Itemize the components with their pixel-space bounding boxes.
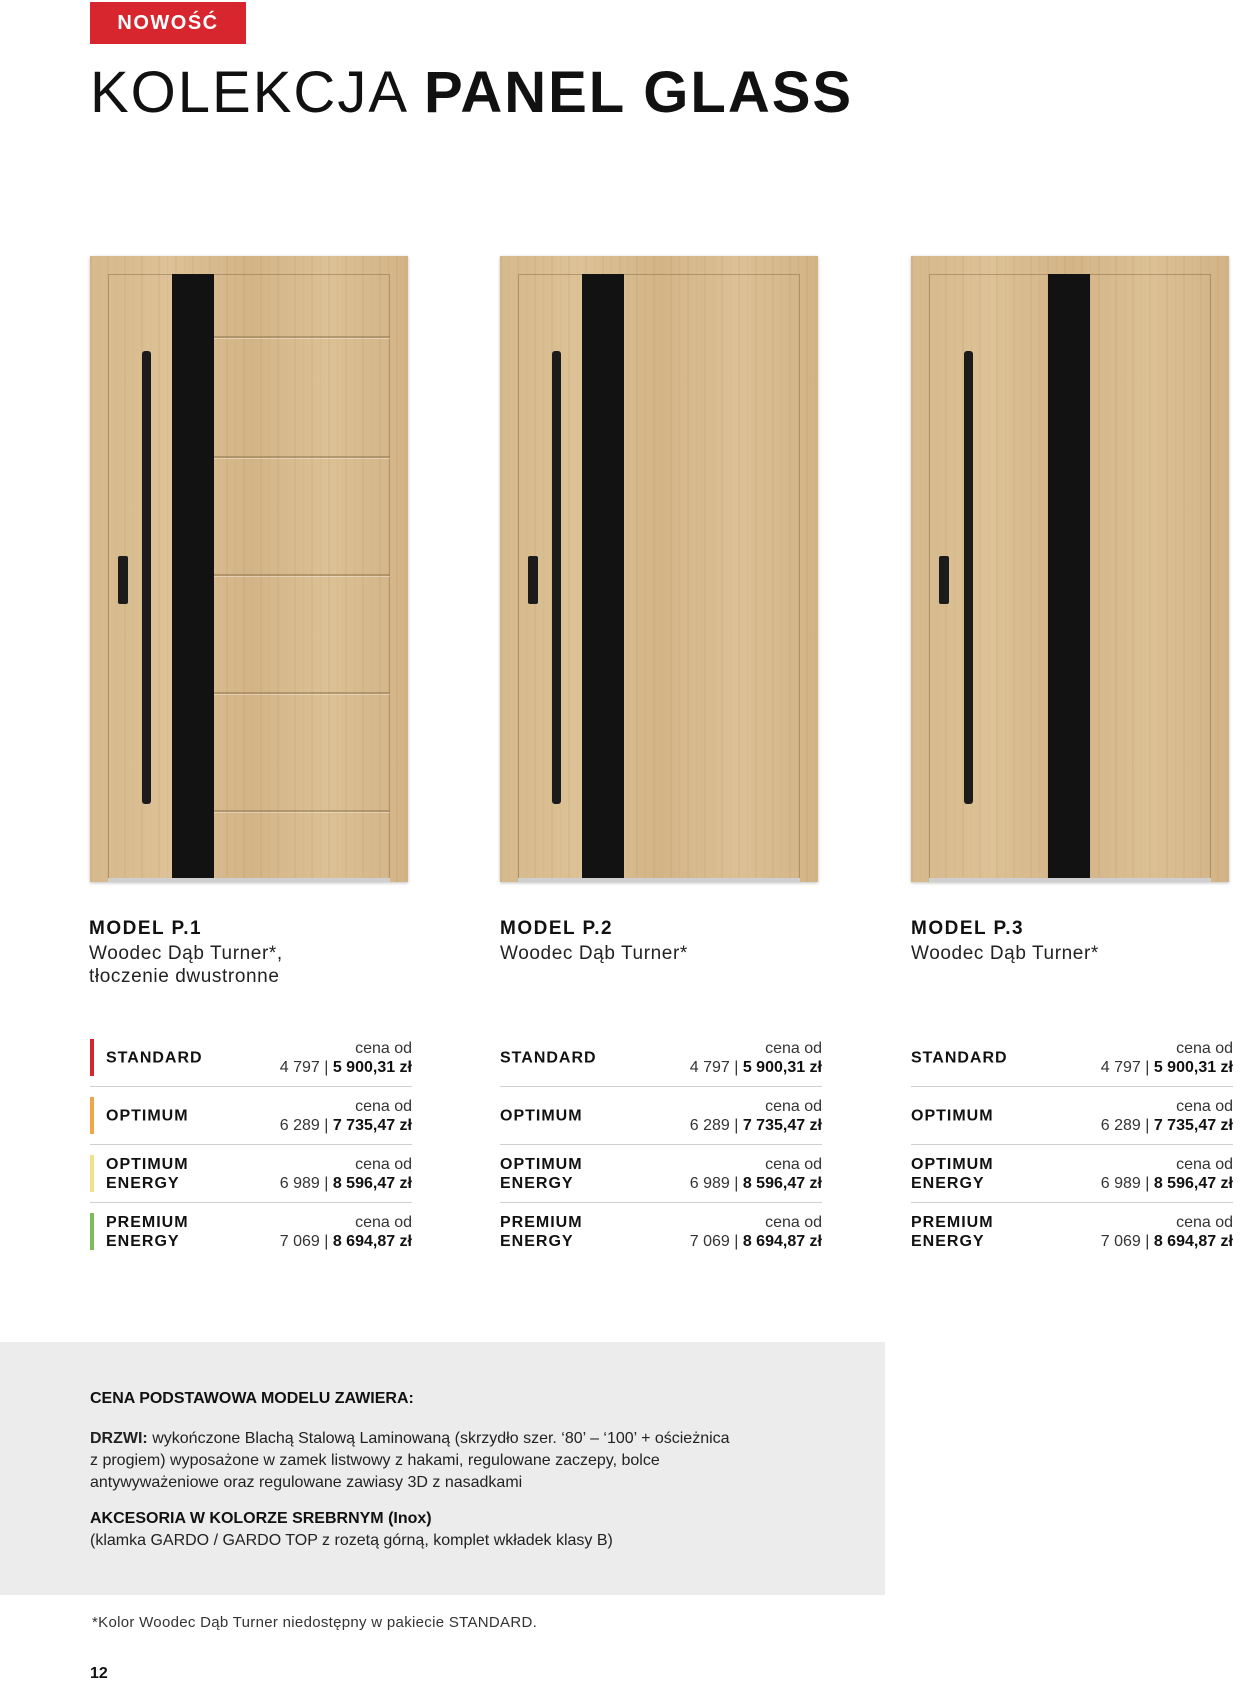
package-name: PREMIUM ENERGY: [500, 1213, 583, 1250]
door-glass-strip: [582, 274, 624, 882]
info-heading: CENA PODSTAWOWA MODELU ZAWIERA:: [90, 1390, 414, 1407]
model-info-p1: [89, 918, 419, 988]
package-name: STANDARD: [106, 1049, 203, 1066]
model-desc-line: Woodec Dąb Turner*: [911, 943, 1099, 964]
model-description: [89, 942, 419, 988]
package-name: PREMIUM ENERGY: [911, 1213, 994, 1250]
price-value: cena od 6 989 | 8 596,47 zł: [689, 1155, 822, 1192]
accessories-title: AKCESORIA W KOLORZE SREBRNYM (Inox): [90, 1510, 432, 1527]
base-price-info-box: [0, 1342, 885, 1595]
doors-text: antywyważeniowe oraz regulowane zawiasy 3D z nasadkami: [90, 1474, 523, 1491]
door-groove: [214, 810, 390, 812]
package-name: OPTIMUM: [911, 1107, 994, 1124]
model-desc-line: Woodec Dąb Turner*,: [89, 943, 283, 964]
package-name: STANDARD: [911, 1049, 1008, 1066]
door-sill: [929, 878, 1211, 882]
price-value: cena od 6 289 | 7 735,47 zł: [279, 1097, 412, 1134]
package-name: OPTIMUM ENERGY: [500, 1155, 583, 1192]
price-row-standard: [911, 1029, 1233, 1087]
page-title: [90, 58, 853, 128]
door-image-p2: [500, 256, 818, 882]
package-color-bar: [90, 1155, 94, 1192]
package-name: OPTIMUM: [106, 1107, 189, 1124]
footnote: *Kolor Woodec Dąb Turner niedostępny w pakiecie STANDARD.: [92, 1614, 538, 1631]
door-groove: [214, 692, 390, 694]
price-table-p1: [90, 1029, 412, 1260]
door-lock: [118, 556, 128, 604]
price-value: cena od 4 797 | 5 900,31 zł: [279, 1039, 412, 1076]
new-badge: NOWOŚĆ: [90, 2, 246, 44]
model-desc-line: tłoczenie dwustronne: [89, 966, 280, 987]
door-image-p1: [90, 256, 408, 882]
package-color-bar: [90, 1213, 94, 1250]
model-name: MODEL P.1: [89, 918, 203, 939]
title-light: KOLEKCJA: [90, 60, 406, 125]
price-row-optimum-energy: [500, 1145, 822, 1203]
price-value: cena od 6 989 | 8 596,47 zł: [279, 1155, 412, 1192]
doors-info: [90, 1428, 810, 1494]
package-name: OPTIMUM: [500, 1107, 583, 1124]
page-number: 12: [90, 1665, 108, 1682]
price-value: cena od 7 069 | 8 694,87 zł: [1100, 1213, 1233, 1250]
package-color-bar: [90, 1097, 94, 1134]
price-value: cena od 6 289 | 7 735,47 zł: [1100, 1097, 1233, 1134]
doors-text: wykończone Blachą Stalową Laminowaną (skrzydło szer. ‘80’ – ‘100’ + ościeżnica: [152, 1430, 730, 1447]
price-value: cena od 4 797 | 5 900,31 zł: [1100, 1039, 1233, 1076]
package-name: STANDARD: [500, 1049, 597, 1066]
door-sill: [518, 878, 800, 882]
door-image-p3: [911, 256, 1229, 882]
doors-label: DRZWI:: [90, 1430, 148, 1447]
door-groove: [214, 456, 390, 458]
price-value: cena od 6 989 | 8 596,47 zł: [1100, 1155, 1233, 1192]
package-color-bar: [90, 1039, 94, 1076]
model-info-p3: [911, 918, 1241, 965]
price-row-premium-energy: [90, 1203, 412, 1260]
price-row-optimum: [500, 1087, 822, 1145]
accessories-text: (klamka GARDO / GARDO TOP z rozetą górną, komplet wkładek klasy B): [90, 1532, 613, 1549]
title-bold: PANEL GLASS: [423, 60, 854, 125]
price-row-standard: [90, 1029, 412, 1087]
price-table-p3: [911, 1029, 1233, 1260]
package-name: OPTIMUM ENERGY: [106, 1155, 189, 1192]
model-name: MODEL P.2: [500, 918, 614, 939]
price-row-optimum-energy: [90, 1145, 412, 1203]
price-value: cena od 6 289 | 7 735,47 zł: [689, 1097, 822, 1134]
door-groove: [214, 574, 390, 576]
door-groove: [214, 336, 390, 338]
model-desc-line: Woodec Dąb Turner*: [500, 943, 688, 964]
door-handle: [142, 351, 151, 804]
door-handle: [552, 351, 561, 804]
door-sill: [108, 878, 390, 882]
package-name: OPTIMUM ENERGY: [911, 1155, 994, 1192]
price-row-optimum-energy: [911, 1145, 1233, 1203]
price-table-p2: [500, 1029, 822, 1260]
door-lock: [528, 556, 538, 604]
price-row-premium-energy: [500, 1203, 822, 1260]
price-row-optimum: [90, 1087, 412, 1145]
model-description: [911, 942, 1241, 965]
door-lock: [939, 556, 949, 604]
price-row-optimum: [911, 1087, 1233, 1145]
price-row-premium-energy: [911, 1203, 1233, 1260]
model-name: MODEL P.3: [911, 918, 1025, 939]
doors-text: z progiem) wyposażone w zamek listwowy z hakami, regulowane zaczepy, bolce: [90, 1452, 660, 1469]
door-glass-strip: [1048, 274, 1090, 882]
package-name: PREMIUM ENERGY: [106, 1213, 189, 1250]
door-handle: [964, 351, 973, 804]
price-row-standard: [500, 1029, 822, 1087]
price-value: cena od 4 797 | 5 900,31 zł: [689, 1039, 822, 1076]
model-description: [500, 942, 830, 965]
accessories-info: [90, 1508, 810, 1552]
price-value: cena od 7 069 | 8 694,87 zł: [689, 1213, 822, 1250]
door-glass-strip: [172, 274, 214, 882]
price-value: cena od 7 069 | 8 694,87 zł: [279, 1213, 412, 1250]
model-info-p2: [500, 918, 830, 965]
